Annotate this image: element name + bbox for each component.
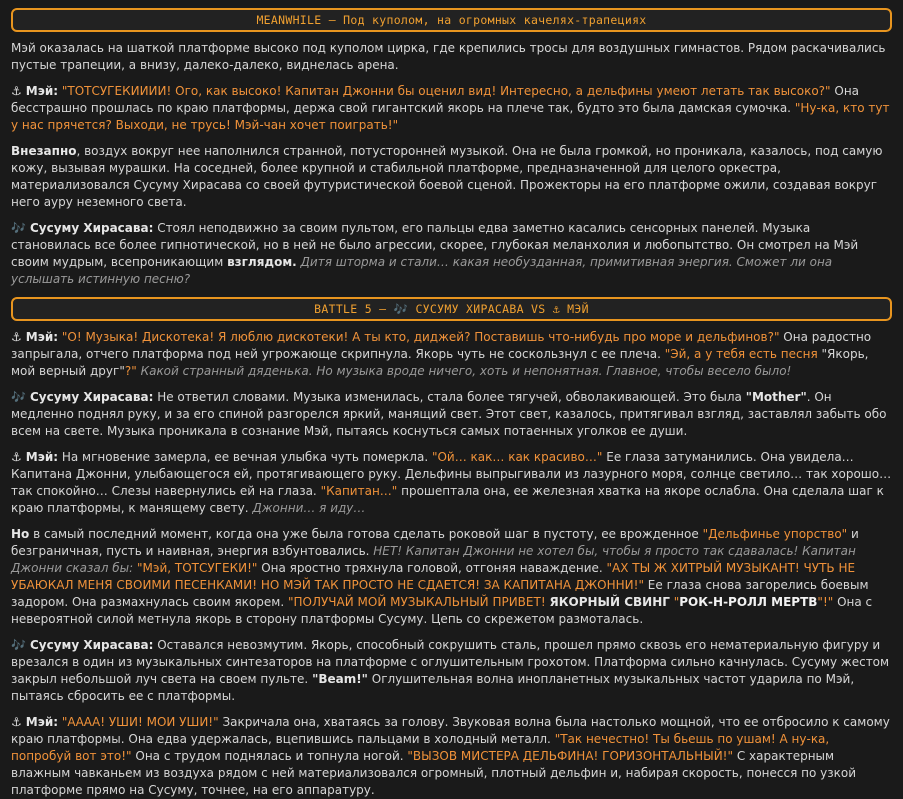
text: . Он медленно поднял руку, и за его спиной разгорелся яркий, манящий свет. Этот свет, казалось, притягивал взгляд, заставлял забыть обо всем на свете. Музыка проникала в сознание Мэй, пытаясь коснуться самых потаенных уголков ее души.: [11, 390, 887, 438]
text: Она с невероятной силой метнула якорь в сторону платформы Сусуму. Цепь со скрежетом размоталась.: [11, 595, 873, 626]
quote: "Капитан…": [320, 484, 398, 498]
narration-resist: [11, 526, 892, 628]
song-title: РОК-Н-РОЛЛ МЕРТВ: [679, 595, 818, 609]
text: С характерным влажным чавканьем из воздуха рядом с ней материализовался огромный, плотный дельфин и, набирая скорость, понесся по узкой платформе прямо на Сусуму, точнее, на его аппаратуру.: [11, 749, 857, 797]
anchor-icon: ⚓: [11, 450, 22, 464]
text: Не ответил словами. Музыка изменилась, стала более тягучей, обволакивающей. Это была: [153, 390, 746, 404]
quote: "Ой… как… как красиво…": [431, 450, 603, 464]
quote: "Дельфинье упорство": [702, 527, 848, 541]
text: "Якорь, мой верный друг": [11, 347, 869, 378]
thought: НЕТ! Капитан Джонни не хотел бы, чтобы я просто так сдавалась! Капитан Джонни сказал бы:: [11, 544, 856, 575]
text: в самый последний момент, когда она уже была готова сделать роковой шаг в пустоту, ее врожденное: [29, 527, 703, 541]
music-notes-icon: 🎶: [11, 390, 26, 404]
quote: "Мэй, ТОТСУГЕКИ!": [136, 561, 258, 575]
text: прошептала она, ее железная хватка на якоре ослабла. Она сделала шаг к краю платформы, к манящему свету.: [11, 484, 884, 515]
text: Оглушительная волна инопланетных музыкальных частот ударила по Мэй, пытаясь сбросить ее с платформы.: [11, 672, 855, 703]
quote: ?": [124, 364, 137, 378]
speaker-susumu: Сусуму Хирасава:: [29, 638, 154, 652]
text: Закричала она, хватаясь за голову. Звуковая волна была настолько мощной, что ее отбросило к самому краю платформы. Она едва удержалась, вцепившись пальцами в холодный металл.: [11, 715, 890, 746]
battle-banner: BATTLE 5 – 🎶 СУСУМУ ХИРАСАВА VS ⚓ МЭЙ: [11, 297, 892, 321]
emphasis: взглядом.: [227, 255, 297, 269]
text: и безграничная, пусть и наивная, энергия взбунтовались.: [11, 527, 859, 558]
quote: "Так нечестно! Ты бьешь по ушам! А ну-ка, попробуй вот это!": [11, 732, 830, 763]
quote: "ТОТСУГЕКИИИИ! Ого, как высоко! Капитан Джонни бы оценил вид! Интересно, а дельфины умеют летать так высоко?": [61, 84, 831, 98]
quote: ": [669, 595, 680, 609]
emphasis: Внезапно: [11, 144, 77, 158]
narration-intro: Мэй оказалась на шаткой платформе высоко под куполом цирка, где крепились тросы для воздушных гимнастов. Рядом раскачивались пустые трапеции, а внизу, далеко-далеко, виднелась арена.: [11, 41, 886, 72]
text: Она с трудом поднялась и топнула ногой.: [131, 749, 408, 763]
text: Оставался невозмутим. Якорь, способный сокрушить сталь, прошел прямо сквозь его нематериальную фигуру и врезался в один из музыкальных синтезаторов на платформе с оглушительным грохотом. Платформа сильно качнулась. Сусуму жестом закрыл небольшой луч света на своем пульте.: [11, 638, 890, 686]
quote: "!": [817, 595, 834, 609]
music-notes-icon: 🎶: [11, 221, 26, 235]
music-notes-icon: 🎶: [11, 638, 26, 652]
thought: Джонни… я иду…: [252, 501, 366, 515]
speaker-mei: Мэй:: [25, 84, 59, 98]
quote: "ВЫЗОВ МИСТЕРА ДЕЛЬФИНА! ГОРИЗОНТАЛЬНЫЙ!": [407, 749, 734, 763]
mei-line-1: [11, 83, 892, 134]
susumu-line-3: [11, 637, 892, 705]
anchor-icon: ⚓: [11, 84, 22, 98]
skill-name: "Beam!": [312, 672, 368, 686]
anchor-icon: ⚓: [11, 330, 22, 344]
speaker-susumu: Сусуму Хирасава:: [29, 390, 154, 404]
thought: Дитя шторма и стали… какая необузданная, примитивная энергия. Сможет ли она услышать истинную песню?: [11, 255, 833, 286]
quote: "АААА! УШИ! МОИ УШИ!": [61, 715, 219, 729]
text: Она бесстрашно прошлась по краю платформы, держа свой гигантский якорь на плече так, будто это была дамская сумочка.: [11, 84, 860, 115]
narration-suddenly: [11, 143, 892, 211]
text: Ее глаза затуманились. Она увидела… Капитана Джонни, улыбающегося ей, протягивающего руку. Дельфины выпрыгивали из лазурного моря, солнце светило… так хорошо… так спокойно… Слезы навернулись ей на глаза.: [11, 450, 892, 498]
quote: "Эй, а у тебя есть песня: [664, 347, 822, 361]
text: , воздух вокруг нее наполнился странной, потусторонней музыкой. Она не была громкой, но проникала, казалось, под самую кожу, вызывая мурашки. На соседней, более крупной и стабильной платформе, предназначенной для целого оркестра, материализовался Сусуму Хирасава со своей футуристической боевой сценой. Прожекторы на его платформе ожили, создавая вокруг него ауру неземного света.: [11, 144, 883, 209]
mei-line-3: [11, 449, 892, 517]
speaker-mei: Мэй:: [25, 330, 59, 344]
quote: "Ну-ка, кто тут у нас прячется? Выходи, не трусь! Мэй-чан хочет поиграть!": [11, 101, 890, 132]
quote: "АХ ТЫ Ж ХИТРЫЙ МУЗЫКАНТ! ЧУТЬ НЕ УБАЮКАЛ МЕНЯ СВОИМИ ПЕСЕНКАМИ! НО МЭЙ ТАК ПРОСТО НЕ СДАЕТСЯ! ЗА КАПИТАНА ДЖОННИ!": [11, 561, 856, 592]
scene-banner: MEANWHILE – Под куполом, на огромных качелях-трапециях: [11, 8, 892, 32]
text: Она яростно тряхнула головой, отгоняя наваждение.: [257, 561, 607, 575]
quote: "ПОЛУЧАЙ МОЙ МУЗЫКАЛЬНЫЙ ПРИВЕТ!: [287, 595, 550, 609]
anchor-icon: ⚓: [11, 715, 22, 729]
text: Она радостно запрыгала, отчего платформа под ней угрожающе скрипнула. Якорь чуть не соскользнул с ее плеча.: [11, 330, 872, 361]
skill-name: ЯКОРНЫЙ СВИНГ: [549, 595, 670, 609]
emphasis: Но: [11, 527, 30, 541]
speaker-mei: Мэй:: [25, 715, 59, 729]
text: Стоял неподвижно за своим пультом, его пальцы едва заметно касались сенсорных панелей. Музыка становилась все более гипнотической, но в ней не было агрессии, скорее, глубокая меланхолия и любопытство. Он смотрел на Мэй своим мудрым, всепроникающим: [11, 221, 859, 269]
text: На мгновение замерла, ее вечная улыбка чуть померкла.: [58, 450, 432, 464]
speaker-susumu: Сусуму Хирасава:: [29, 221, 154, 235]
thought: Какой странный дяденька. Но музыка вроде ничего, хоть и непонятная. Главное, чтобы весело было!: [136, 364, 792, 378]
speaker-mei: Мэй:: [25, 450, 59, 464]
mei-line-2: [11, 329, 892, 380]
susumu-line-2: [11, 389, 892, 440]
song-title: "Mother": [745, 390, 807, 404]
susumu-line-1: [11, 220, 892, 288]
quote: "О! Музыка! Дискотека! Я люблю дискотеки! А ты кто, диджей? Поставишь что-нибудь про море и дельфинов?": [61, 330, 780, 344]
text: Ее глаза снова загорелись боевым задором. Она размахнулась своим якорем.: [11, 578, 869, 609]
